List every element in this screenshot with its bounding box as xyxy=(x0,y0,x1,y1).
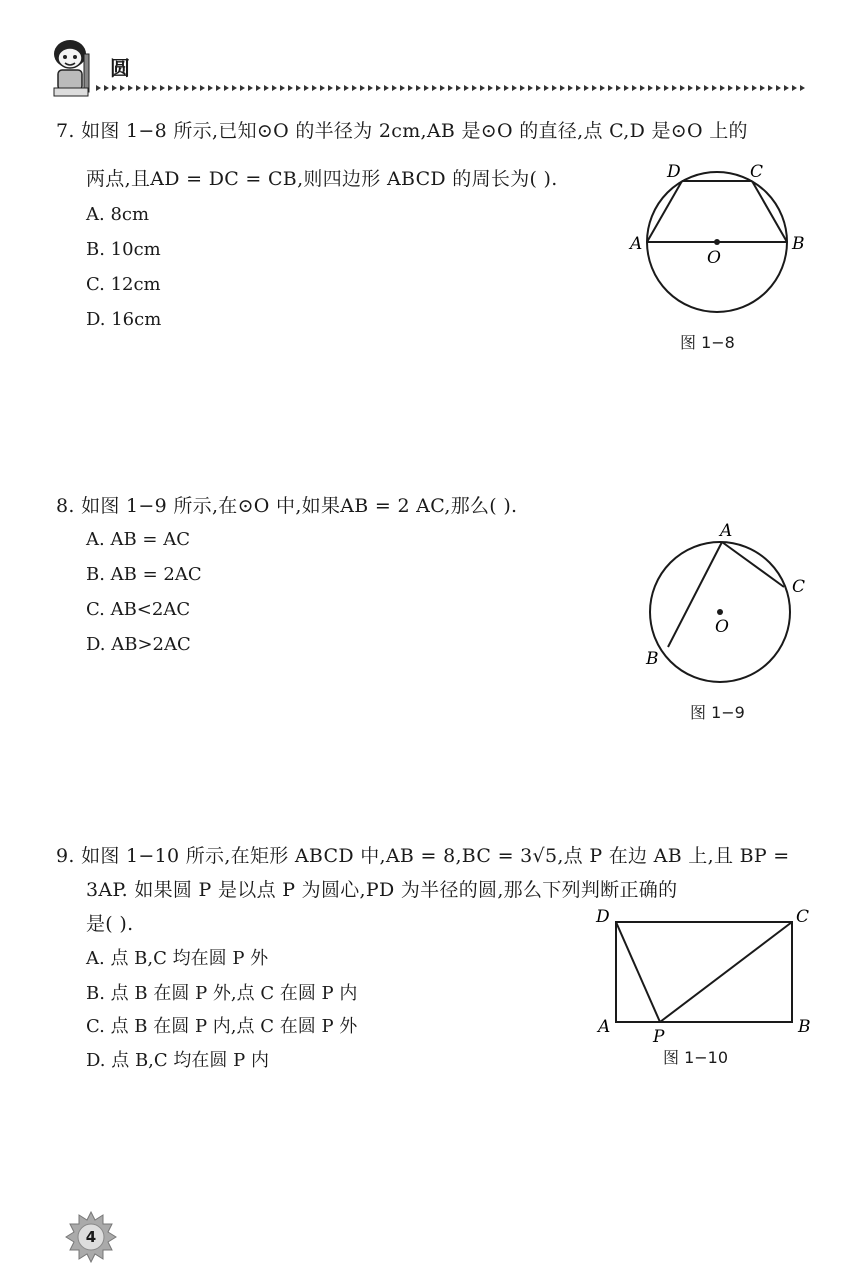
fig8-label-c: C xyxy=(750,162,764,182)
fig8-center-point xyxy=(714,239,720,245)
q8-option-b: B. AB = 2AC xyxy=(86,564,202,585)
fig9-label-c: C xyxy=(792,577,806,597)
fig9-label-a: A xyxy=(720,521,733,541)
fig8-label-o: O xyxy=(707,248,721,268)
fig8-label-a: A xyxy=(630,234,643,254)
q9-option-b: B. 点 B 在圆 P 外,点 C 在圆 P 内 xyxy=(86,983,358,1004)
fig8-chord-cb xyxy=(752,181,787,242)
q7-stem-line1: 7. 如图 1−8 所示,已知⊙O 的半径为 2cm,AB 是⊙O 的直径,点 C,D 是⊙O 上的 xyxy=(56,120,748,142)
page-number: 4 xyxy=(85,1228,97,1246)
fig8-label-b: B xyxy=(792,234,805,254)
figure-1-9 xyxy=(630,520,830,690)
fig9-label-o: O xyxy=(715,617,729,637)
fig10-rectangle xyxy=(616,922,792,1022)
figure-1-10 xyxy=(590,900,820,1050)
fig10-label-d: D xyxy=(596,907,610,927)
fig8-label-d: D xyxy=(667,162,681,182)
fig9-center-point xyxy=(717,609,723,615)
q9-stem-line2: 3AP. 如果圆 P 是以点 P 为圆心,PD 为半径的圆,那么下列判断正确的 xyxy=(86,879,678,901)
fig8-chord-ad xyxy=(647,181,682,242)
section-title: 圆 xyxy=(110,56,130,80)
q7-stem-line2: 两点,且AD = DC = CB,则四边形 ABCD 的周长为( ). xyxy=(86,168,558,190)
fig10-label-c: C xyxy=(796,907,810,927)
fig10-label-b: B xyxy=(798,1017,811,1037)
q9-figure-caption: 图 1−10 xyxy=(663,1048,729,1067)
fig10-segment-pd xyxy=(616,922,660,1022)
q7-option-c: C. 12cm xyxy=(86,274,161,295)
header-divider xyxy=(95,83,807,93)
q7-figure-caption: 图 1−8 xyxy=(680,333,735,352)
fig10-segment-pc xyxy=(660,922,792,1022)
fig10-label-a: A xyxy=(598,1017,611,1037)
q8-option-c: C. AB<2AC xyxy=(86,599,191,620)
q8-figure-caption: 图 1−9 xyxy=(690,703,745,722)
q9-option-d: D. 点 B,C 均在圆 P 内 xyxy=(86,1050,269,1071)
q9-option-c: C. 点 B 在圆 P 内,点 C 在圆 P 外 xyxy=(86,1016,358,1037)
fig10-label-p: P xyxy=(653,1027,665,1047)
q9-stem-line1: 9. 如图 1−10 所示,在矩形 ABCD 中,AB = 8,BC = 3√5,点 P 在边 AB 上,且 BP = xyxy=(56,845,790,867)
q9-stem-line3: 是( ). xyxy=(86,913,134,935)
fig9-chord-ac xyxy=(722,542,784,587)
q8-stem-line1: 8. 如图 1−9 所示,在⊙O 中,如果AB = 2 AC,那么( ). xyxy=(56,495,518,517)
q8-option-d: D. AB>2AC xyxy=(86,634,191,655)
figure-1-8 xyxy=(620,155,820,325)
q7-option-b: B. 10cm xyxy=(86,239,161,260)
q7-option-a: A. 8cm xyxy=(86,204,150,225)
q9-option-a: A. 点 B,C 均在圆 P 外 xyxy=(86,948,269,969)
q8-option-a: A. AB = AC xyxy=(86,529,190,550)
fig9-label-b: B xyxy=(646,649,659,669)
q7-option-d: D. 16cm xyxy=(86,309,162,330)
